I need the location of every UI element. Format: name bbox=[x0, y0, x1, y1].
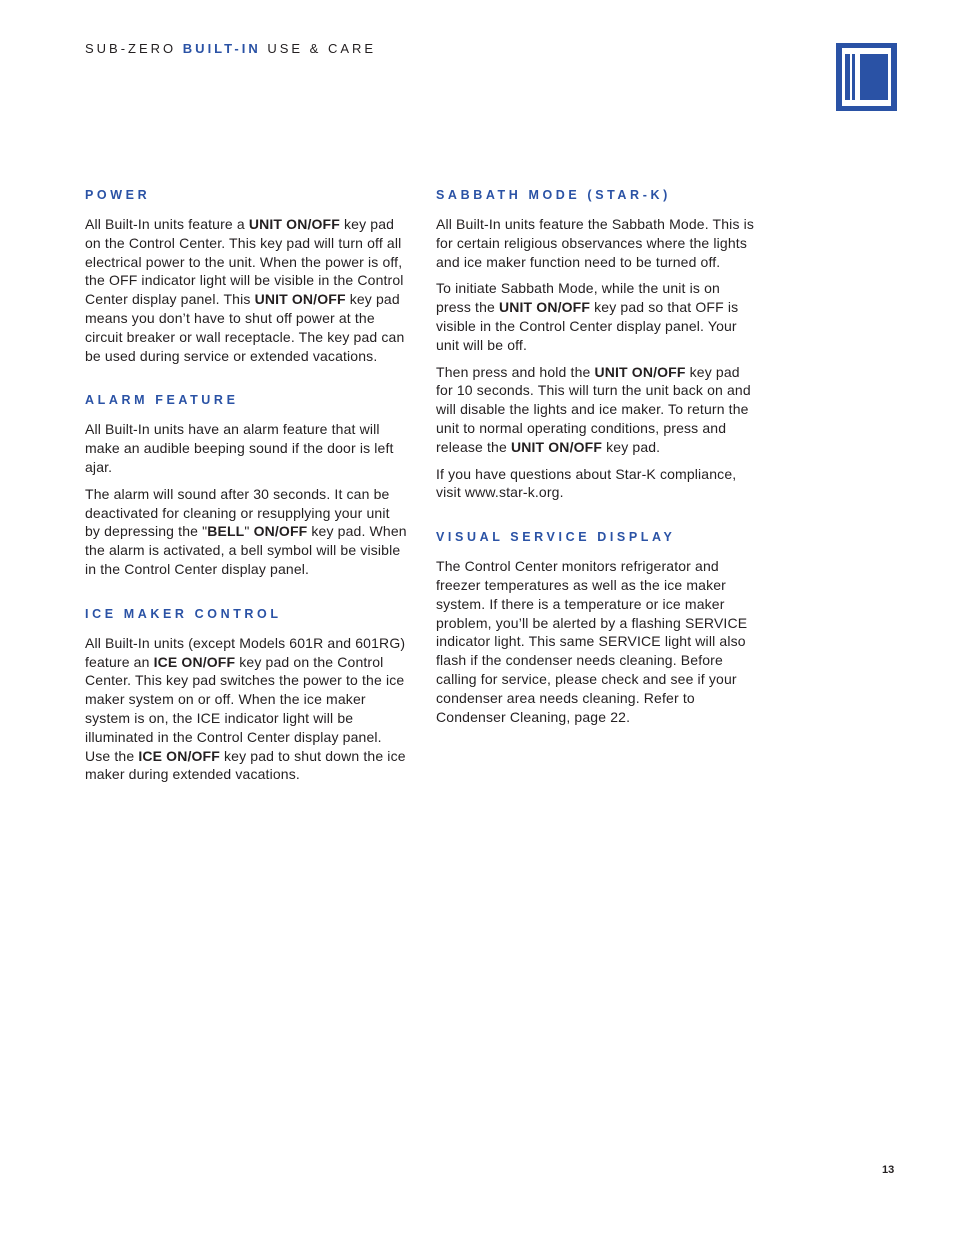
text-run: " bbox=[244, 523, 254, 540]
header-product: BUILT-IN bbox=[182, 41, 261, 56]
right-column bbox=[436, 188, 758, 754]
body-paragraph bbox=[85, 420, 407, 476]
body-paragraph bbox=[436, 215, 758, 271]
section-heading: ICE MAKER CONTROL bbox=[85, 606, 282, 621]
text-run: The Control Center monitors refrigerator and freezer temperatures as well as the ice maker system. If there is a temperature or ice maker problem, you’ll be alerted by a flashing SERVICE indicator light. This same SERVICE light will also flash if the condenser needs cleaning. Before calling for service, please check and see if your condenser area needs cleaning. Refer to Condenser Cleaning, page 22. bbox=[436, 558, 748, 725]
key-pad-name: UNIT ON/OFF bbox=[248, 216, 340, 232]
body-paragraph bbox=[436, 557, 758, 726]
text-run: key pad. When the alarm is activated, a bell symbol will be visible in the Control Center display panel. bbox=[85, 523, 407, 577]
text-run: All Built-In units feature the Sabbath Mode. This is for certain religious observances where the lights and ice maker function need to be turned off. bbox=[436, 216, 755, 270]
key-pad-name: BELL bbox=[207, 523, 245, 540]
text-run: key pad means you don’t have to shut off power at the circuit breaker or wall receptacle. The key pad can be used during service or extended vacations. bbox=[85, 291, 405, 364]
body-paragraph bbox=[85, 485, 407, 579]
key-pad-name: ICE ON/OFF bbox=[138, 747, 220, 764]
page-number: 13 bbox=[882, 1164, 895, 1176]
key-pad-name: UNIT ON/OFF bbox=[498, 299, 591, 316]
body-paragraph bbox=[436, 363, 758, 457]
section-visual-service-display bbox=[436, 530, 758, 726]
section-sabbath-mode bbox=[436, 188, 758, 502]
left-column bbox=[85, 188, 407, 812]
body-paragraph bbox=[436, 279, 758, 354]
text-run: Then press and hold the bbox=[436, 363, 595, 380]
text-run: If you have questions about Star-K compliance, visit www.star-k.org. bbox=[436, 465, 737, 501]
section-heading: POWER bbox=[85, 188, 151, 202]
text-run: key pad. bbox=[602, 438, 661, 455]
section-heading: ALARM FEATURE bbox=[85, 393, 239, 408]
header-brand: SUB-ZERO bbox=[85, 41, 177, 56]
text-run: key pad so that OFF is visible in the Control Center display panel. Your unit will be off. bbox=[436, 299, 739, 353]
text-run: All Built-In units have an alarm feature that will make an audible beeping sound if the door is left ajar. bbox=[85, 421, 394, 475]
text-run: All Built-In units (except Models 601R and 601RG) feature an bbox=[85, 634, 406, 670]
body-paragraph bbox=[85, 215, 407, 365]
key-pad-name: ON/OFF bbox=[253, 523, 308, 540]
text-run: The alarm will sound after 30 seconds. It can be deactivated for cleaning or resupplying your unit by depressing the " bbox=[85, 485, 390, 540]
key-pad-name: UNIT ON/OFF bbox=[254, 291, 346, 308]
section-body bbox=[85, 634, 407, 784]
text-run: key pad on the Control Center. This key pad switches the power to the ice maker system on or off. When the ice maker system is on, the ICE indicator light will be illuminated in the Control Center display panel. Use the bbox=[85, 653, 405, 764]
text-run: To initiate Sabbath Mode, while the unit is on press the bbox=[436, 280, 720, 316]
section-ice-maker-control bbox=[85, 607, 407, 784]
section-heading: SABBATH MODE (STAR-K) bbox=[436, 188, 671, 202]
text-run: key pad to shut down the ice maker during extended vacations. bbox=[85, 747, 406, 783]
section-alarm-feature bbox=[85, 393, 407, 578]
key-pad-name: UNIT ON/OFF bbox=[594, 363, 686, 380]
section-body bbox=[85, 215, 407, 365]
section-body bbox=[436, 215, 758, 502]
section-heading: VISUAL SERVICE DISPLAY bbox=[436, 530, 676, 545]
text-run: key pad on the Control Center. This key pad will turn off all electrical power to the unit. When the power is off, the OFF indicator light will be visible in the Control Center display panel. This bbox=[85, 216, 404, 308]
text-run: All Built-In units feature a bbox=[85, 216, 249, 232]
body-paragraph bbox=[436, 465, 758, 503]
key-pad-name: UNIT ON/OFF bbox=[510, 438, 603, 455]
refrigerator-door-logo-icon bbox=[836, 43, 897, 111]
section-body bbox=[85, 420, 407, 578]
key-pad-name: ICE ON/OFF bbox=[153, 653, 236, 670]
section-body bbox=[436, 557, 758, 726]
body-paragraph bbox=[85, 634, 407, 784]
section-power bbox=[85, 188, 407, 365]
text-run: key pad for 10 seconds. This will turn the unit back on and will disable the lights and ice maker. To return the unit to normal operating conditions, press and release the bbox=[436, 363, 751, 455]
header-subtitle: USE & CARE bbox=[267, 41, 377, 56]
running-header bbox=[85, 41, 376, 56]
